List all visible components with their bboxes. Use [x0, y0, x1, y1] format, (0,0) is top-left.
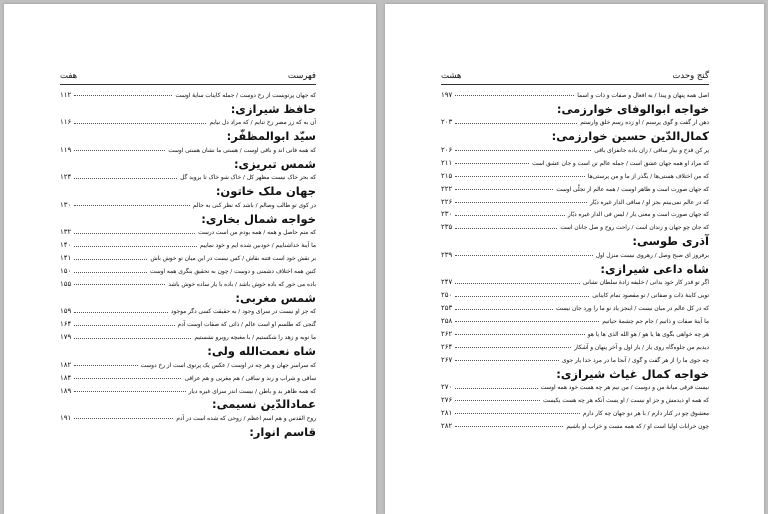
toc-entry: [60, 318, 316, 331]
toc-entry-verse: اگر تو قدر کار خود بدانی / خلیفه زادهٔ سلطان نشانی: [582, 280, 709, 287]
toc-entry-verse: بر نقش خود است فتنه نقاش / کس نیست در این میان تو خوش باش: [150, 256, 316, 263]
toc-leader-dots: [74, 149, 165, 151]
toc-entry: [441, 116, 709, 129]
toc-entry-page-number: ۱۸۴: [60, 373, 72, 382]
toc-entry: [441, 89, 709, 102]
toc-entry-page-number: ۱۱۶: [60, 118, 72, 127]
toc-entry: [60, 359, 316, 372]
toc-entry-page-number: ۱۳۲: [60, 228, 72, 237]
toc-entry-verse: چه جوی ما را از هر گفت و گوی / آنجا ما در مرد خدا یار جوی: [561, 357, 709, 364]
toc-entry-page-number: ۲۱۱: [441, 158, 453, 167]
poet-heading: عمادالدّین نسیمی:: [211, 397, 316, 412]
toc-entry-page-number: ۱۵۰: [60, 267, 72, 276]
poet-heading: سیّد ابوالمظفّر:: [226, 129, 316, 144]
toc-entry-page-number: ۲۳۹: [441, 250, 453, 259]
toc-leader-dots: [455, 333, 585, 335]
toc-entry-page-number: ۲۶۴: [441, 342, 453, 351]
toc-leader-dots: [455, 254, 592, 256]
toc-entry-page-number: ۲۳۰: [441, 210, 453, 219]
toc-entry-verse: تویی کاینهٔ ذات و صفاتی / تو مقصود تمام کاینانی: [592, 293, 709, 300]
left-page: [4, 4, 376, 514]
toc-leader-dots: [455, 320, 599, 322]
toc-entry-verse: که همه فانی اند و باقی اوست / هستی ما نشان هستی اوست: [168, 147, 316, 154]
toc-entry-verse: که جان چو جهان و زندان است / راحت روح و صل جانان است: [560, 225, 709, 232]
toc-entry: [60, 305, 316, 318]
toc-entry: [441, 183, 709, 196]
toc-entry-page-number: ۱۸۹: [60, 386, 72, 395]
toc-leader-dots: [74, 232, 195, 234]
toc-entry: [60, 385, 316, 398]
toc-entry: [60, 199, 316, 212]
toc-entry-page-number: ۱۷۹: [60, 333, 72, 342]
toc-leader-dots: [74, 271, 147, 273]
toc-entry: [441, 341, 709, 354]
toc-leader-dots: [455, 282, 579, 284]
toc-entry-verse: نیست فرقی میانهٔ من و دوست / من نیم هر چه هست خود همه اوست: [540, 385, 709, 392]
left-header-title: فهرست: [287, 71, 316, 81]
right-page: [385, 4, 764, 514]
toc-entry: [60, 144, 316, 157]
toc-entry-verse: هر چه خواهی بگوی ها یا هو / هو الله الذی ها یا هو: [587, 331, 709, 338]
toc-entry-verse: که مراد او همه جهان عشق است / جمله عالم تن است و جان عشق است: [532, 160, 709, 167]
toc-entry-page-number: ۱۴۱: [60, 254, 72, 263]
toc-entry-verse: اصل همه پنهان و پیدا / به افعال و صفات و ذات و اسما: [577, 93, 709, 99]
toc-entry-verse: دهن ار گفت و گوی پرسنم / او زده رسم خلق وارستم: [580, 120, 709, 127]
toc-entry-verse: باده می خور که باده خوش باشد / باده با یار ساده خوش باشد: [168, 281, 316, 288]
poet-heading: شمس تبریزی:: [233, 156, 316, 171]
toc-leader-dots: [74, 377, 181, 379]
toc-entry-page-number: ۲۷۶: [441, 396, 453, 404]
toc-entry: [441, 289, 709, 302]
toc-leader-dots: [455, 412, 580, 414]
toc-entry-page-number: ۱۵۹: [60, 307, 72, 316]
toc-entry: [60, 171, 316, 184]
toc-entry-verse: آن به که زر مصر رخ تنایم / که مراد دل نیایم: [209, 120, 316, 127]
toc-leader-dots: [74, 258, 147, 260]
toc-leader-dots: [455, 175, 585, 177]
toc-entry-verse: دیدیم من جلوه‌گاه روی یار / یار اول و آخر پنهان و آشکار: [574, 344, 709, 351]
poet-heading: شاه داعی شیرازی:: [600, 261, 709, 276]
toc-entry-page-number: ۲۴۷: [441, 278, 453, 287]
toc-entry: [441, 170, 709, 183]
right-page-header: [441, 70, 709, 82]
toc-leader-dots: [455, 94, 574, 96]
toc-entry-page-number: ۱۱۲: [60, 91, 72, 99]
toc-entry: [60, 331, 316, 344]
toc-entry-page-number: ۱۸۲: [60, 360, 72, 369]
toc-entry-page-number: ۱۹۷: [441, 91, 453, 99]
toc-leader-dots: [455, 359, 559, 361]
toc-entry: [441, 407, 709, 420]
poet-heading: شمس مغربی:: [235, 290, 316, 305]
toc-entry-verse: که در کل عالم در میان نیست / اینجز یاد تو ما را ورد جان نیست: [555, 306, 709, 313]
toc-entry-page-number: ۱۶۴: [60, 320, 72, 329]
toc-entry-page-number: ۱۴۰: [60, 241, 72, 250]
toc-entry-verse: ساقی و شراب و رند و ساقی / هم مغربی و هم عراقی: [184, 375, 316, 382]
toc-entry-verse: ما آینهٔ خداشناییم / خودبین شده ایم و خود نماییم: [199, 243, 316, 250]
toc-entry-page-number: ۲۱۵: [441, 171, 453, 180]
toc-leader-dots: [455, 295, 589, 297]
toc-leader-dots: [74, 177, 177, 179]
right-header-page-number: هشت: [441, 71, 462, 81]
toc-entry-page-number: ۱۹۱: [60, 414, 72, 422]
toc-entry: [441, 302, 709, 315]
toc-entry-page-number: ۱۵۵: [60, 279, 72, 288]
toc-entry-verse: معشوق چو در کنار دارم / با هر دو جهان چه کار دارم: [582, 410, 709, 417]
toc-entry-verse: برفروز ای صبح وصل / رهروی نیست منزل اول: [595, 252, 709, 259]
toc-entry-page-number: ۲۷۰: [441, 383, 453, 392]
right-toc-list: [441, 89, 709, 433]
poet-heading: جهان ملک خاتون:: [215, 184, 316, 199]
toc-entry-page-number: ۲۸۱: [441, 408, 453, 417]
toc-entry-page-number: ۲۵۳: [441, 304, 453, 313]
left-header-page-number: هفت: [60, 71, 78, 81]
toc-entry: [441, 157, 709, 170]
toc-entry: [441, 328, 709, 341]
toc-entry: [441, 315, 709, 328]
left-header-rule: [60, 84, 316, 85]
toc-entry: [60, 89, 316, 102]
right-header-rule: [441, 84, 709, 85]
toc-entry-page-number: ۱۲۴: [60, 173, 72, 182]
toc-entry-page-number: ۲۶۷: [441, 355, 453, 364]
toc-entry-page-number: ۲۸۲: [441, 421, 453, 430]
toc-entry-verse: ما توبه و زهد را شکستیم / با مغبچه روبرو نشستیم: [194, 335, 316, 342]
toc-entry-page-number: ۲۰۳: [441, 118, 453, 127]
toc-entry-verse: کنین همه اختلاف دشمنی و دوست / چون به تحقیق بنگری همه اوست: [150, 269, 316, 276]
toc-entry: [60, 278, 316, 291]
toc-entry-verse: که من اختلاف هستی‌ها / بگذر از ما و من پرستی‌ها: [587, 173, 709, 180]
toc-entry: [441, 208, 709, 221]
toc-entry-verse: در کوی تو طالب وصالم / باشد که نظر کنی به حالم: [192, 202, 316, 209]
toc-leader-dots: [455, 188, 553, 190]
poet-heading: خواجه کمال غیاث شیرازی:: [556, 366, 709, 381]
toc-entry-verse: که جز او نیست در سرای وجود / به حقیقت کسی دگر موجود: [170, 309, 316, 316]
toc-entry: [60, 116, 316, 129]
toc-entry: [441, 144, 709, 157]
toc-entry: [60, 239, 316, 252]
toc-leader-dots: [455, 399, 540, 401]
toc-leader-dots: [74, 204, 190, 206]
toc-entry-verse: که جهان صورت است و معنی یار / لیس فی الدار غیره دیّار: [567, 212, 709, 219]
toc-entry: [441, 249, 709, 262]
toc-entry-verse: گنجی که طلسم او است عالم / ذاتی که صفات اوست آدم: [177, 322, 316, 329]
toc-leader-dots: [74, 337, 191, 339]
toc-leader-dots: [74, 324, 174, 326]
toc-entry-page-number: ۲۶۲: [441, 329, 453, 338]
poet-heading: کمال‌الدّین حسین خوارزمی:: [551, 129, 709, 144]
toc-entry: [441, 420, 709, 433]
toc-entry-page-number: ۲۵۰: [441, 291, 453, 300]
toc-leader-dots: [455, 214, 565, 216]
toc-leader-dots: [455, 387, 537, 389]
left-page-header: [60, 70, 316, 82]
toc-entry-verse: که بحر خاک نیست مظهر کل / خاک شو خاک تا بروید گل: [180, 175, 316, 182]
toc-leader-dots: [455, 162, 529, 164]
toc-entry: [441, 354, 709, 367]
toc-leader-dots: [74, 311, 168, 313]
toc-leader-dots: [455, 149, 591, 151]
toc-entry-verse: که جهان صورت است و ظاهر اوست / همه عالم از تجلّی اوست: [556, 186, 709, 193]
toc-entry: [60, 372, 316, 385]
toc-entry-verse: پر کن قدح و بیار ساقی / زان باده جانفزای باقی: [594, 147, 709, 154]
toc-leader-dots: [74, 122, 206, 124]
toc-entry-page-number: ۲۰۶: [441, 145, 453, 154]
toc-entry: [441, 381, 709, 394]
toc-leader-dots: [74, 283, 165, 285]
toc-leader-dots: [455, 308, 553, 310]
toc-entry-verse: که سراسر جهان و هر چه در اوست / عکس یک پرتوی است از رخ دوست: [140, 362, 316, 369]
poet-heading: خواجه ابوالوفای خوارزمی:: [556, 101, 709, 116]
toc-entry-verse: که همه ظاهر بد و باطن / نیست اندر سرای غیره دیار: [188, 388, 316, 395]
left-toc-list: [60, 89, 316, 439]
toc-entry-page-number: ۲۲۲: [441, 184, 453, 193]
toc-entry-verse: چون خرابات اولیا است او / که همه مست و خراب او باشیم: [566, 423, 709, 430]
toc-leader-dots: [455, 425, 563, 427]
poet-heading: شاه نعمت‌الله ولی:: [207, 344, 316, 359]
toc-entry-page-number: ۲۲۶: [441, 197, 453, 206]
right-header-title: گنج وحدت: [672, 71, 709, 81]
toc-entry-verse: ما آینهٔ صفات و ذاتیم / جام جم چشمهٔ حیاتیم: [602, 318, 709, 325]
toc-entry-page-number: ۱۳۰: [60, 200, 72, 209]
toc-entry: [441, 196, 709, 209]
toc-leader-dots: [74, 94, 172, 96]
toc-leader-dots: [74, 417, 173, 419]
poet-heading: حافظ شیرازی:: [230, 101, 316, 116]
toc-entry-verse: که جهان پرتویست از رخ دوست / جمله کاینات سایهٔ اوست: [175, 93, 316, 99]
toc-entry: [441, 221, 709, 234]
toc-entry: [60, 265, 316, 278]
toc-entry: [60, 252, 316, 265]
toc-leader-dots: [74, 390, 185, 392]
toc-leader-dots: [455, 346, 571, 348]
toc-entry-verse: که همه او دیدمش و جز او نیست / او یست آنکه هر چه هست یکیست: [542, 398, 709, 404]
toc-entry-verse: که در عالم نمی‌بینم بجز او / ساقی الدار غیره دیّار: [589, 199, 709, 206]
toc-entry: [441, 394, 709, 407]
toc-entry-page-number: ۱۱۹: [60, 145, 72, 154]
poet-heading: آذری طوسی:: [632, 234, 709, 249]
toc-entry: [60, 226, 316, 239]
toc-leader-dots: [455, 227, 557, 229]
toc-leader-dots: [455, 201, 587, 203]
toc-entry-page-number: ۲۳۵: [441, 223, 453, 232]
poet-heading: خواجه شمال بخاری:: [201, 211, 316, 226]
toc-entry-page-number: ۲۵۸: [441, 316, 453, 325]
toc-leader-dots: [455, 122, 577, 124]
poet-heading: قاسم انوار:: [249, 424, 316, 439]
toc-leader-dots: [74, 364, 137, 366]
toc-entry-verse: روح القدس و هم اسم اعظم / روحی که شده است در آدم: [176, 416, 316, 422]
toc-entry-verse: که منم حاصل و همه / همه بودم من است درست: [198, 230, 316, 237]
toc-leader-dots: [74, 245, 197, 247]
toc-entry: [60, 412, 316, 425]
toc-entry: [441, 276, 709, 289]
